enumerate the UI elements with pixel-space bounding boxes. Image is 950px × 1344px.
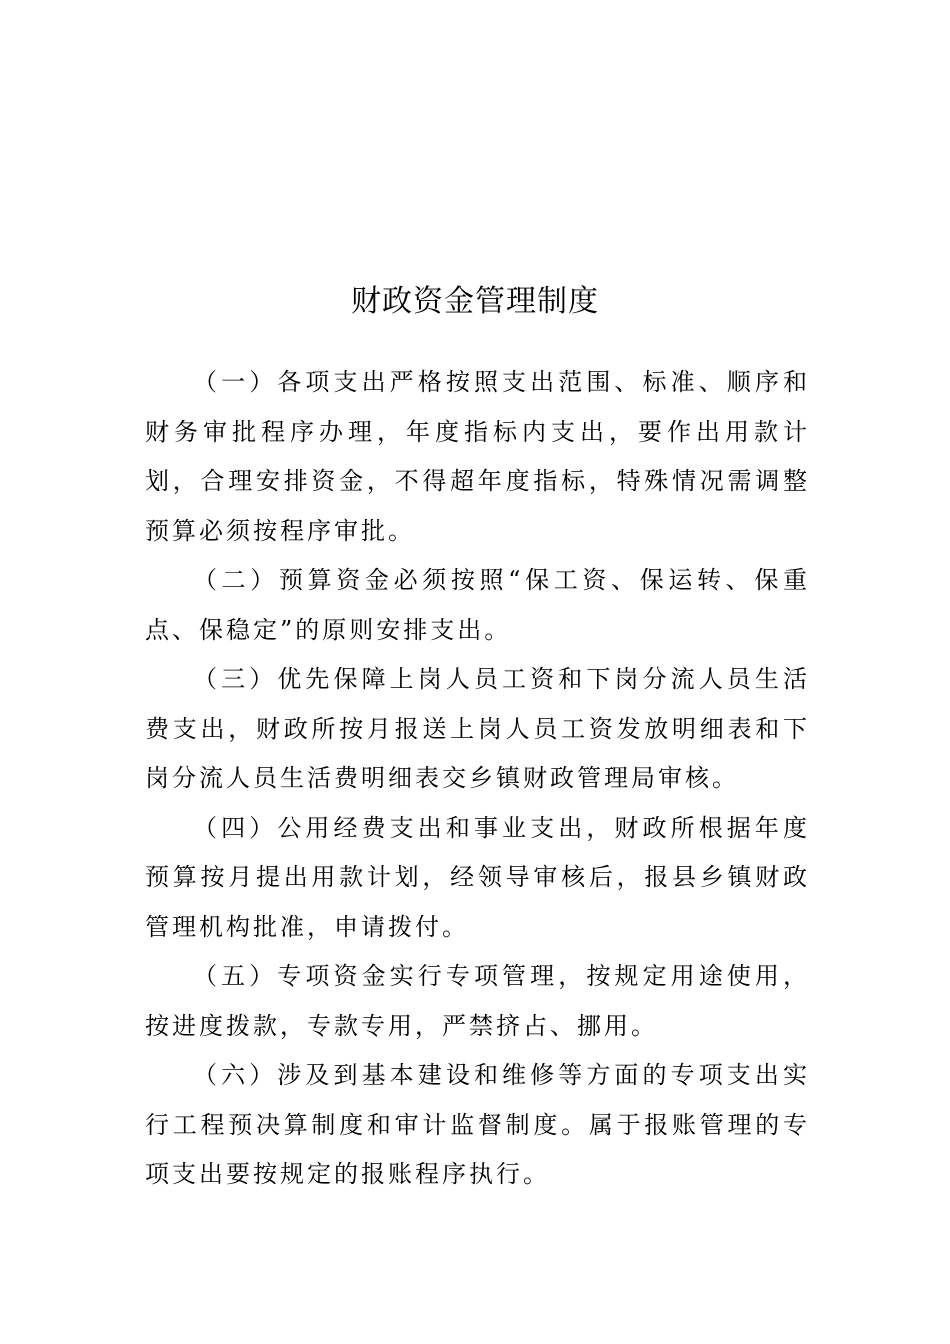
paragraph-3: （三）优先保障上岗人员工资和下岗分流人员生活费支出，财政所按月报送上岗人员工资发放明细表和下岗分流人员生活费明细表交乡镇财政管理局审核。 (145, 665, 810, 792)
document-title: 财政资金管理制度 (351, 284, 599, 319)
paragraph-6: （六）涉及到基本建设和维修等方面的专项支出实行工程预决算制度和审计监督制度。属于报账管理的专项支出要按规定的报账程序执行。 (145, 1061, 810, 1188)
document-body (145, 358, 810, 1200)
paragraph-2: （二）预算资金必须按照“保工资、保运转、保重点、保稳定”的原则安排支出。 (145, 566, 810, 644)
paragraph-4: （四）公用经费支出和事业支出，财政所根据年度预算按月提出用款计划，经领导审核后，报县乡镇财政管理机构批准，申请拨付。 (145, 813, 810, 941)
paragraph-5: （五）专项资金实行专项管理，按规定用途使用，按进度拨款，专款专用，严禁挤占、挪用。 (145, 962, 810, 1040)
paragraph-1: （一）各项支出严格按照支出范围、标准、顺序和财务审批程序办理，年度指标内支出，要作出用款计划，合理安排资金，不得超年度指标，特殊情况需调整预算必须按程序审批。 (145, 368, 810, 545)
